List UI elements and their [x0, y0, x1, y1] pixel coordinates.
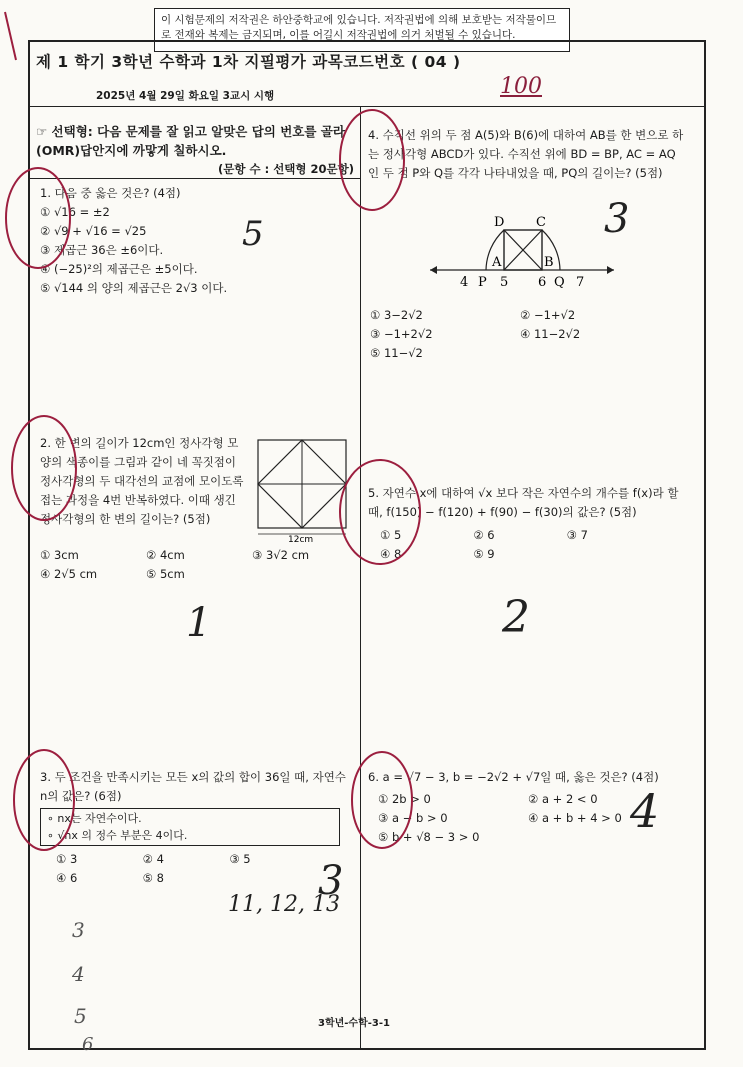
exam-title: 제 1 학기 3학년 수학과 1차 지필평가 과목코드번호 ( 04 ) [36, 53, 461, 71]
q4-mark: 3 [604, 196, 630, 242]
q2-option-4: ④ 2√5 cm [40, 567, 98, 581]
q4-tick-5: 5 [500, 275, 509, 290]
q6-option-1: ① 2b > 0 [378, 792, 431, 806]
q1-option-5: ⑤ √144 의 양의 제곱근은 2√3 이다. [40, 281, 228, 295]
q4-option-1: ① 3−2√2 [370, 308, 423, 322]
margin-stroke [5, 12, 16, 60]
q5-option-1: ① 5 [380, 528, 402, 542]
q6-option-2: ② a + 2 < 0 [528, 792, 598, 806]
q3-condition-1: ∘ nx는 자연수이다. [47, 812, 142, 825]
q3-option-4: ④ 6 [56, 871, 78, 885]
q3-option-3: ③ 5 [229, 852, 251, 866]
q1-option-4: ④ (−25)²의 제곱근은 ±5이다. [40, 262, 198, 276]
q5-option-5: ⑤ 9 [473, 547, 495, 561]
q5-option-3: ③ 7 [566, 528, 588, 542]
q4-option-4: ④ 11−2√2 [520, 327, 581, 341]
q6-circle-mark [352, 752, 412, 848]
q4-circle-mark [340, 110, 404, 210]
q6-option-5: ⑤ b + √8 − 3 > 0 [378, 830, 480, 844]
q2-mark: 1 [186, 600, 212, 646]
q3-option-1: ① 3 [56, 852, 78, 866]
q4-tick-4: 4 [460, 275, 469, 290]
q4-tick-7: 7 [576, 275, 585, 290]
q5-option-4: ④ 8 [380, 547, 402, 561]
q1-option-3: ③ 제곱근 36은 ±6이다. [40, 243, 164, 257]
q3-condition-2: ∘ √nx 의 정수 부분은 4이다. [47, 829, 188, 842]
q3-option-2: ② 4 [142, 852, 164, 866]
q6-option-4: ④ a + b + 4 > 0 [528, 811, 622, 825]
q2-option-2: ② 4cm [146, 548, 185, 562]
scribble-3: 3 [72, 918, 85, 942]
q3-option-5: ⑤ 8 [142, 871, 164, 885]
q2-circle-mark [12, 416, 76, 520]
page-footer: 3학년-수학-3-1 [318, 1018, 390, 1029]
scribble-work: 11, 12, 13 [228, 892, 340, 917]
q5-stem: 5. 자연수 x에 대하여 √x 보다 작은 자연수의 개수를 f(x)라 할 때, f(150) − f(120) + f(90) − f(30)의 값은? (5점) [368, 486, 679, 519]
q1-option-1: ① √16 = ±2 [40, 205, 110, 219]
q4-tick-6: 6 [538, 275, 547, 290]
q4-option-5: ⑤ 11−√2 [370, 346, 423, 360]
scribble-5: 5 [74, 1004, 87, 1028]
q5-option-2: ② 6 [473, 528, 495, 542]
q3-stem: 3. 두 조건을 만족시키는 모든 x의 값의 합이 36일 때, 자연수 n의 값은? (6점) [40, 770, 346, 803]
q6-option-3: ③ a − b > 0 [378, 811, 448, 825]
score-mark: 100 [500, 74, 542, 99]
scribble-6: 6 [82, 1034, 94, 1055]
q4-option-3: ③ −1+2√2 [370, 327, 433, 341]
q3-circle-mark [14, 750, 74, 850]
q3-mark: 3 [318, 858, 344, 904]
q6-mark: 4 [630, 784, 660, 838]
q1-stem: 1. 다음 중 옳은 것은? (4점) [40, 186, 181, 200]
exam-date: 2025년 4월 29일 화요일 3교시 시행 [96, 90, 275, 102]
q4-tick-p: P [478, 275, 487, 290]
q4-point-d: D [494, 215, 505, 230]
scribble-4: 4 [72, 962, 85, 986]
q6-stem: 6. a = √7 − 3, b = −2√2 + √7일 때, 옳은 것은? (4점) [368, 770, 659, 784]
q5-mark: 2 [502, 592, 530, 643]
q4-point-a: A [492, 255, 502, 270]
question-count: (문항 수 : 선택형 20문항) [218, 162, 354, 176]
instructions-text: ☞ 선택형: 다음 문제를 잘 읽고 알맞은 답의 번호를 골라 (OMR)답안지에 까맣게 칠하시오. [36, 124, 345, 158]
q2-stem: 2. 한 변의 길이가 12cm인 정사각형 모양의 색종이를 그림과 같이 네 꼭짓점이 정사각형의 두 대각선의 교점에 모이도록 접는 과정을 4번 반복하였다. 이때 생긴 정사각형의 한 변의 길이는? (5점) [40, 436, 244, 526]
q2-option-5: ⑤ 5cm [146, 567, 185, 581]
q1-mark: 5 [242, 214, 264, 254]
q4-option-2: ② −1+√2 [520, 308, 576, 322]
q2-option-1: ① 3cm [40, 548, 79, 562]
q4-point-b: B [544, 255, 554, 270]
q4-stem: 4. 수직선 위의 두 점 A(5)와 B(6)에 대하여 AB를 한 변으로 하는 정사각형 ABCD가 있다. 수직선 위에 BD = BP, AC = AQ인 두 점 P와 Q를 각각 나타내었을 때, PQ의 길이는? (5점) [368, 128, 684, 180]
q1-circle-mark [6, 168, 70, 268]
q4-point-c: C [536, 215, 546, 230]
q2-option-3: ③ 3√2 cm [252, 548, 310, 562]
q5-circle-mark [340, 460, 420, 564]
q2-figure-label: 12cm [288, 535, 314, 544]
q4-tick-q: Q [554, 275, 565, 290]
copyright-notice: 이 시험문제의 저작권은 하안중학교에 있습니다. 저작권법에 의해 보호받는 저작물이므로 전재와 복제는 금지되며, 이를 어길시 저작권법에 의거 처벌될 수 있습니다. [154, 8, 570, 52]
q1-option-2: ② √9 + √16 = √25 [40, 224, 147, 238]
